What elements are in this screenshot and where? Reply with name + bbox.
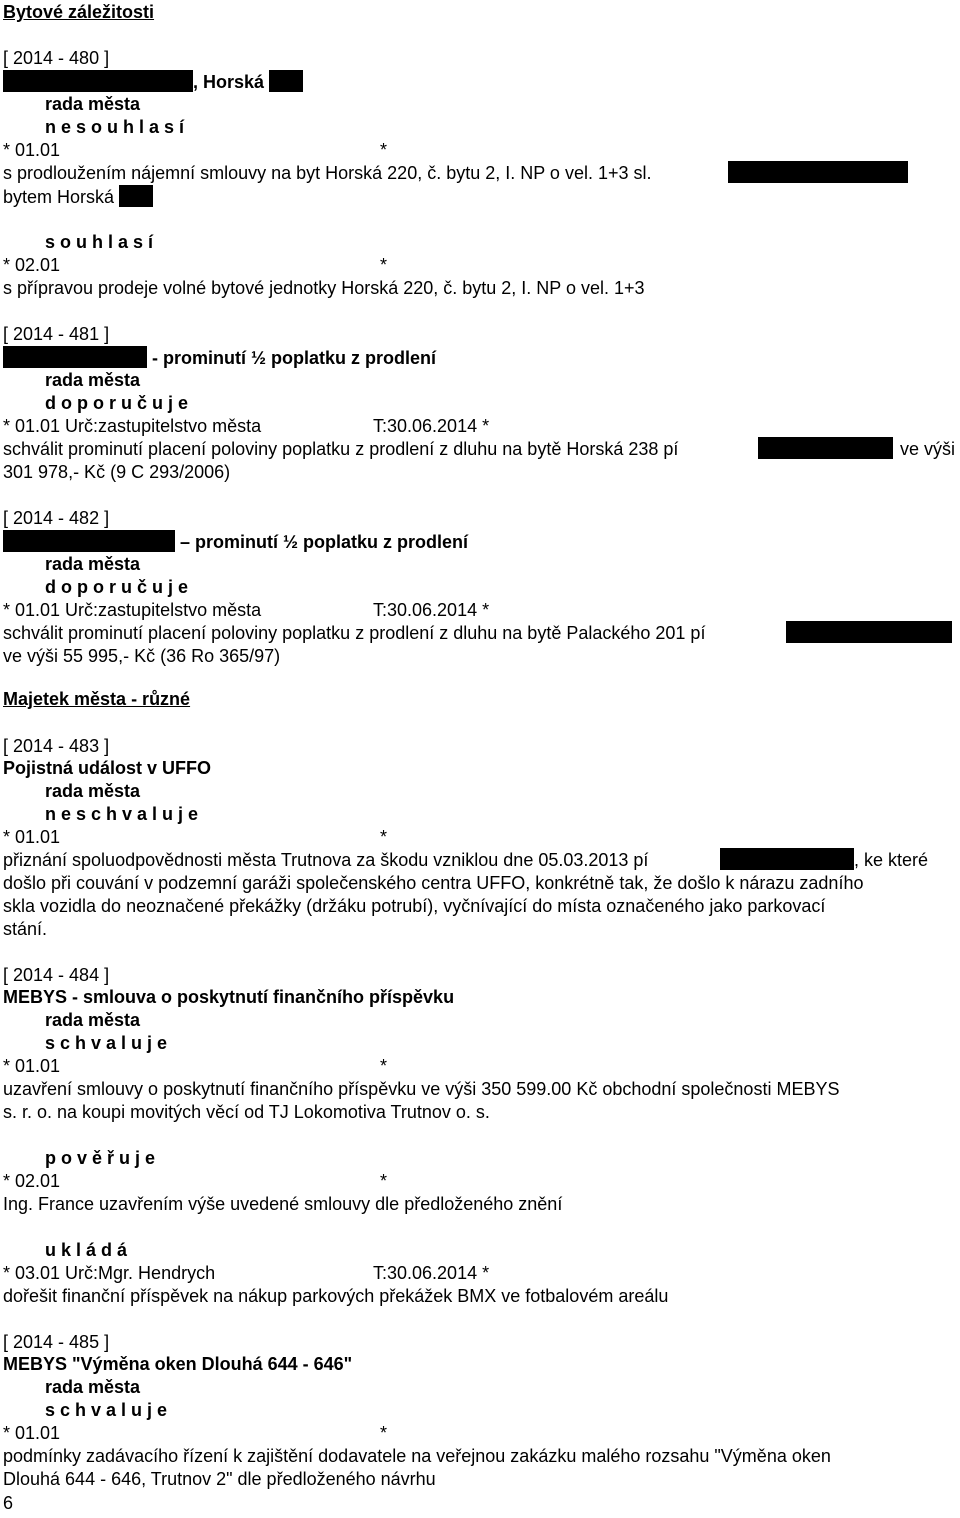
decision-verb: d o p o r u č u j e [45,393,189,413]
redaction-block [758,437,893,459]
decision-star: * [380,1056,388,1076]
decision-verb: s c h v a l u j e [45,1033,168,1053]
redaction-block [3,530,175,552]
decision-number: * 01.01 Urč:zastupitelstvo města [3,416,262,436]
decision-text: uzavření smlouvy o poskytnutí finančního příspěvku ve výši 350 599.00 Kč obchodní společnosti MEBYS [3,1079,840,1099]
decision-text: došlo při couvání v podzemní garáži společenského centra UFFO, konkrétně tak, že došlo k nárazu zadního [3,873,864,893]
decision-text: s prodloužením nájemní smlouvy na byt Horská 220, č. bytu 2, I. NP o vel. 1+3 sl. [3,163,652,183]
decision-text: bytem Horská [3,185,153,208]
council-label: rada města [45,94,141,114]
decision-text: skla vozidla do neoznačené překážky (držáku potrubí), vyčnívající do místa označeného jako parkovací [3,896,826,916]
decision-deadline: T:30.06.2014 * [373,416,490,436]
decision-verb: u k l á d á [45,1240,128,1260]
decision-star: * [380,255,388,275]
section-heading-housing: Bytové záležitosti [3,2,155,22]
decision-number: * 01.01 [3,140,61,160]
council-label: rada města [45,1377,141,1397]
decision-text: Dlouhá 644 - 646, Trutnov 2" dle předloženého návrhu [3,1469,436,1489]
redaction-block [269,70,303,92]
decision-star: * [380,1171,388,1191]
decision-text: dořešit finanční příspěvek na nákup parkových překážek BMX ve fotbalovém areálu [3,1286,669,1306]
resolution-ref-485: [ 2014 - 485 ] [3,1332,110,1352]
decision-star: * [380,140,388,160]
council-label: rada města [45,370,141,390]
decision-verb: p o v ě ř u j e [45,1148,156,1168]
decision-star: * [380,827,388,847]
decision-text: podmínky zadávacího řízení k zajištění dodavatele na veřejnou zakázku malého rozsahu "Výměna oken [3,1446,831,1466]
decision-number: * 01.01 [3,827,61,847]
decision-number: * 03.01 Urč:Mgr. Hendrych [3,1263,216,1283]
resolution-title-485: MEBYS "Výměna oken Dlouhá 644 - 646" [3,1354,353,1374]
decision-verb: d o p o r u č u j e [45,577,189,597]
redaction-block [119,185,153,207]
decision-verb: s o u h l a s í [45,232,154,252]
decision-number: * 02.01 [3,1171,61,1191]
decision-verb: s c h v a l u j e [45,1400,168,1420]
decision-text: přiznání spoluodpovědnosti města Trutnova za škodu vzniklou dne 05.03.2013 pí [3,850,649,870]
resolution-title-480: , Horská [3,70,303,93]
decision-number: * 01.01 Urč:zastupitelstvo města [3,600,262,620]
resolution-title-482: – prominutí ½ poplatku z prodlení [3,530,468,553]
section-heading-property: Majetek města - různé [3,689,191,709]
decision-text: schválit prominutí placení poloviny poplatku z prodlení z dluhu na bytě Palackého 201 pí [3,623,706,643]
decision-number: * 01.01 [3,1056,61,1076]
council-label: rada města [45,781,141,801]
decision-star: * [380,1423,388,1443]
decision-verb: n e s c h v a l u j e [45,804,199,824]
decision-number: * 01.01 [3,1423,61,1443]
page-number: 6 [3,1493,14,1513]
redaction-block [3,346,147,368]
resolution-ref-482: [ 2014 - 482 ] [3,508,110,528]
decision-text: ve výši 55 995,- Kč (36 Ro 365/97) [3,646,281,666]
decision-text: stání. [3,919,48,939]
decision-text: 301 978,- Kč (9 C 293/2006) [3,462,231,482]
resolution-ref-484: [ 2014 - 484 ] [3,965,110,985]
decision-text: ve výši [900,439,956,459]
resolution-ref-483: [ 2014 - 483 ] [3,736,110,756]
decision-deadline: T:30.06.2014 * [373,1263,490,1283]
decision-verb: n e s o u h l a s í [45,117,185,137]
redaction-block [720,848,854,870]
decision-text: schválit prominutí placení poloviny poplatku z prodlení z dluhu na bytě Horská 238 pí [3,439,679,459]
decision-deadline: T:30.06.2014 * [373,600,490,620]
decision-text: Ing. France uzavřením výše uvedené smlouvy dle předloženého znění [3,1194,563,1214]
council-label: rada města [45,554,141,574]
redaction-block [728,161,908,183]
resolution-title-483: Pojistná událost v UFFO [3,758,212,778]
resolution-ref-480: [ 2014 - 480 ] [3,48,110,68]
council-label: rada města [45,1010,141,1030]
resolution-title-484: MEBYS - smlouva o poskytnutí finančního příspěvku [3,987,455,1007]
decision-number: * 02.01 [3,255,61,275]
decision-text: , ke které [854,850,929,870]
resolution-title-481: - prominutí ½ poplatku z prodlení [3,346,436,369]
decision-text: s přípravou prodeje volné bytové jednotky Horská 220, č. bytu 2, I. NP o vel. 1+3 [3,278,645,298]
decision-text: s. r. o. na koupi movitých věcí od TJ Lokomotiva Trutnov o. s. [3,1102,490,1122]
redaction-block [786,621,952,643]
redaction-block [3,70,193,92]
resolution-ref-481: [ 2014 - 481 ] [3,324,110,344]
